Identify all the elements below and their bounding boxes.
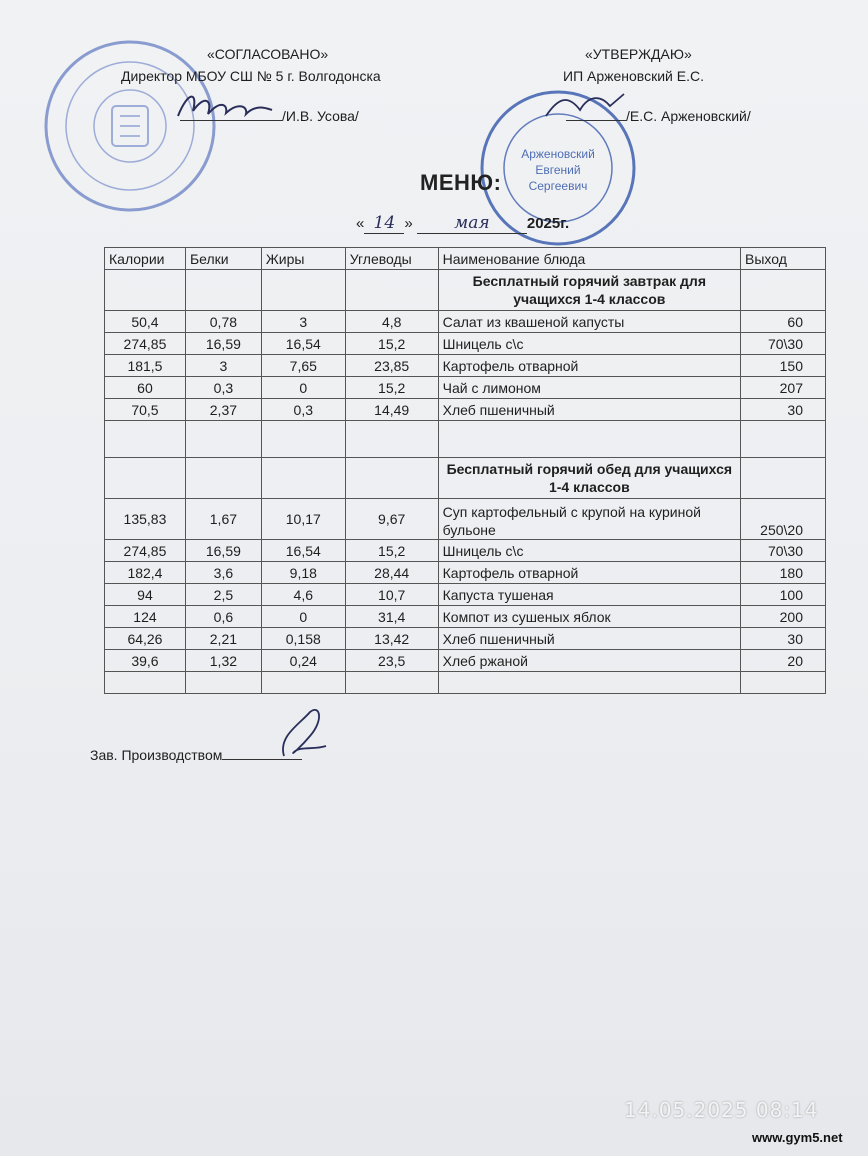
cell-proteins: 0,78 bbox=[185, 311, 261, 333]
cell-carbs: 28,44 bbox=[345, 562, 438, 584]
table-row bbox=[105, 311, 826, 333]
cell-fats: 0,24 bbox=[261, 650, 345, 672]
cell-carbs: 23,85 bbox=[345, 355, 438, 377]
cell-calories: 60 bbox=[105, 377, 186, 399]
cell-calories: 181,5 bbox=[105, 355, 186, 377]
cell-dish-name: Салат из квашеной капусты bbox=[438, 311, 740, 333]
cell-output: 20 bbox=[741, 650, 826, 672]
cell-carbs: 13,42 bbox=[345, 628, 438, 650]
entrepreneur-signature bbox=[540, 88, 630, 128]
breakfast-section-title: Бесплатный горячий завтрак для учащихся 1-4 классов bbox=[438, 270, 740, 311]
table-row bbox=[105, 333, 826, 355]
cell-proteins: 0,6 bbox=[185, 606, 261, 628]
blank-row bbox=[105, 421, 826, 458]
lunch-section-title: Бесплатный горячий обед для учащихся 1-4 классов bbox=[438, 458, 740, 499]
approved-left-title: «СОГЛАСОВАНО» bbox=[207, 46, 329, 62]
cell-proteins: 16,59 bbox=[185, 540, 261, 562]
menu-table bbox=[104, 247, 826, 694]
cell-proteins: 1,32 bbox=[185, 650, 261, 672]
cell-carbs: 31,4 bbox=[345, 606, 438, 628]
cell-output: 70\30 bbox=[741, 540, 826, 562]
cell-calories: 182,4 bbox=[105, 562, 186, 584]
table-row bbox=[105, 399, 826, 421]
cell-carbs: 23,5 bbox=[345, 650, 438, 672]
cell-output: 30 bbox=[741, 399, 826, 421]
photo-timestamp: 14.05.2025 08:14 bbox=[624, 1098, 819, 1122]
cell-calories: 274,85 bbox=[105, 333, 186, 355]
cell-calories: 124 bbox=[105, 606, 186, 628]
cell-proteins: 3,6 bbox=[185, 562, 261, 584]
cell-proteins: 16,59 bbox=[185, 333, 261, 355]
table-row bbox=[105, 355, 826, 377]
table-row bbox=[105, 606, 826, 628]
cell-fats: 9,18 bbox=[261, 562, 345, 584]
column-header-carbs: Углеводы bbox=[345, 248, 438, 270]
cell-carbs: 15,2 bbox=[345, 540, 438, 562]
cell-fats: 3 bbox=[261, 311, 345, 333]
blank-row bbox=[105, 672, 826, 694]
cell-dish-name: Картофель отварной bbox=[438, 562, 740, 584]
table-header-row bbox=[105, 248, 826, 270]
cell-fats: 0,3 bbox=[261, 399, 345, 421]
cell-calories: 39,6 bbox=[105, 650, 186, 672]
column-header-fats: Жиры bbox=[261, 248, 345, 270]
approved-right-title: «УТВЕРЖДАЮ» bbox=[585, 46, 692, 62]
left-round-stamp bbox=[40, 36, 220, 216]
cell-carbs: 15,2 bbox=[345, 333, 438, 355]
cell-carbs: 4,8 bbox=[345, 311, 438, 333]
cell-fats: 16,54 bbox=[261, 333, 345, 355]
column-header-proteins: Белки bbox=[185, 248, 261, 270]
production-chief-signature bbox=[270, 706, 340, 766]
cell-output: 200 bbox=[741, 606, 826, 628]
table-row bbox=[105, 377, 826, 399]
cell-carbs: 9,67 bbox=[345, 499, 438, 540]
cell-dish-name: Компот из сушеных яблок bbox=[438, 606, 740, 628]
cell-output: 207 bbox=[741, 377, 826, 399]
section-row-lunch bbox=[105, 458, 826, 499]
cell-calories: 94 bbox=[105, 584, 186, 606]
date-close-quote: » bbox=[404, 215, 413, 232]
cell-carbs: 15,2 bbox=[345, 377, 438, 399]
table-row bbox=[105, 650, 826, 672]
cell-calories: 50,4 bbox=[105, 311, 186, 333]
cell-output: 60 bbox=[741, 311, 826, 333]
cell-carbs: 10,7 bbox=[345, 584, 438, 606]
cell-fats: 16,54 bbox=[261, 540, 345, 562]
table-row bbox=[105, 562, 826, 584]
date-day: 14 bbox=[364, 213, 404, 234]
date-year: 2025г. bbox=[526, 215, 570, 232]
cell-proteins: 2,37 bbox=[185, 399, 261, 421]
cell-calories: 64,26 bbox=[105, 628, 186, 650]
director-position: Директор МБОУ СШ № 5 г. Волгодонска bbox=[121, 68, 381, 84]
svg-text:Сергеевич: Сергеевич bbox=[528, 179, 588, 193]
cell-dish-name: Хлеб пшеничный bbox=[438, 628, 740, 650]
menu-title: МЕНЮ: bbox=[420, 170, 502, 195]
cell-output: 30 bbox=[741, 628, 826, 650]
table-row bbox=[105, 628, 826, 650]
cell-dish-name: Чай с лимоном bbox=[438, 377, 740, 399]
cell-dish-name: Шницель с\с bbox=[438, 540, 740, 562]
cell-dish-name: Хлеб ржаной bbox=[438, 650, 740, 672]
cell-fats: 4,6 bbox=[261, 584, 345, 606]
table-row bbox=[105, 499, 826, 540]
cell-output: 150 bbox=[741, 355, 826, 377]
director-name: /И.В. Усова/ bbox=[282, 108, 359, 124]
table-row bbox=[105, 584, 826, 606]
cell-output: 100 bbox=[741, 584, 826, 606]
column-header-output: Выход bbox=[741, 248, 826, 270]
cell-dish-name: Хлеб пшеничный bbox=[438, 399, 740, 421]
date-month: мая bbox=[417, 213, 527, 234]
cell-calories: 135,83 bbox=[105, 499, 186, 540]
cell-calories: 274,85 bbox=[105, 540, 186, 562]
site-watermark: www.gym5.net bbox=[752, 1130, 843, 1145]
cell-proteins: 2,5 bbox=[185, 584, 261, 606]
menu-date bbox=[356, 213, 569, 234]
date-open-quote: « bbox=[356, 215, 365, 232]
cell-proteins: 2,21 bbox=[185, 628, 261, 650]
entrepreneur-name: /Е.С. Арженовский/ bbox=[626, 108, 751, 124]
cell-carbs: 14,49 bbox=[345, 399, 438, 421]
cell-dish-name: Шницель с\с bbox=[438, 333, 740, 355]
cell-dish-name: Суп картофельный с крупой на куриной бульоне bbox=[438, 499, 740, 540]
cell-output: 70\30 bbox=[741, 333, 826, 355]
director-signature bbox=[168, 86, 278, 126]
cell-output: 180 bbox=[741, 562, 826, 584]
cell-calories: 70,5 bbox=[105, 399, 186, 421]
cell-fats: 7,65 bbox=[261, 355, 345, 377]
cell-proteins: 3 bbox=[185, 355, 261, 377]
cell-output: 250\20 bbox=[741, 499, 826, 540]
cell-fats: 0 bbox=[261, 377, 345, 399]
column-header-dish-name: Наименование блюда bbox=[438, 248, 740, 270]
production-chief-label: Зав. Производством bbox=[90, 747, 223, 763]
svg-text:Евгений: Евгений bbox=[535, 163, 581, 177]
svg-text:Арженовский: Арженовский bbox=[521, 147, 595, 161]
cell-proteins: 1,67 bbox=[185, 499, 261, 540]
column-header-calories: Калории bbox=[105, 248, 186, 270]
cell-dish-name: Капуста тушеная bbox=[438, 584, 740, 606]
cell-fats: 10,17 bbox=[261, 499, 345, 540]
section-row-breakfast bbox=[105, 270, 826, 311]
table-row bbox=[105, 540, 826, 562]
cell-fats: 0 bbox=[261, 606, 345, 628]
entrepreneur-position: ИП Арженовский Е.С. bbox=[563, 68, 704, 84]
cell-fats: 0,158 bbox=[261, 628, 345, 650]
cell-dish-name: Картофель отварной bbox=[438, 355, 740, 377]
cell-proteins: 0,3 bbox=[185, 377, 261, 399]
